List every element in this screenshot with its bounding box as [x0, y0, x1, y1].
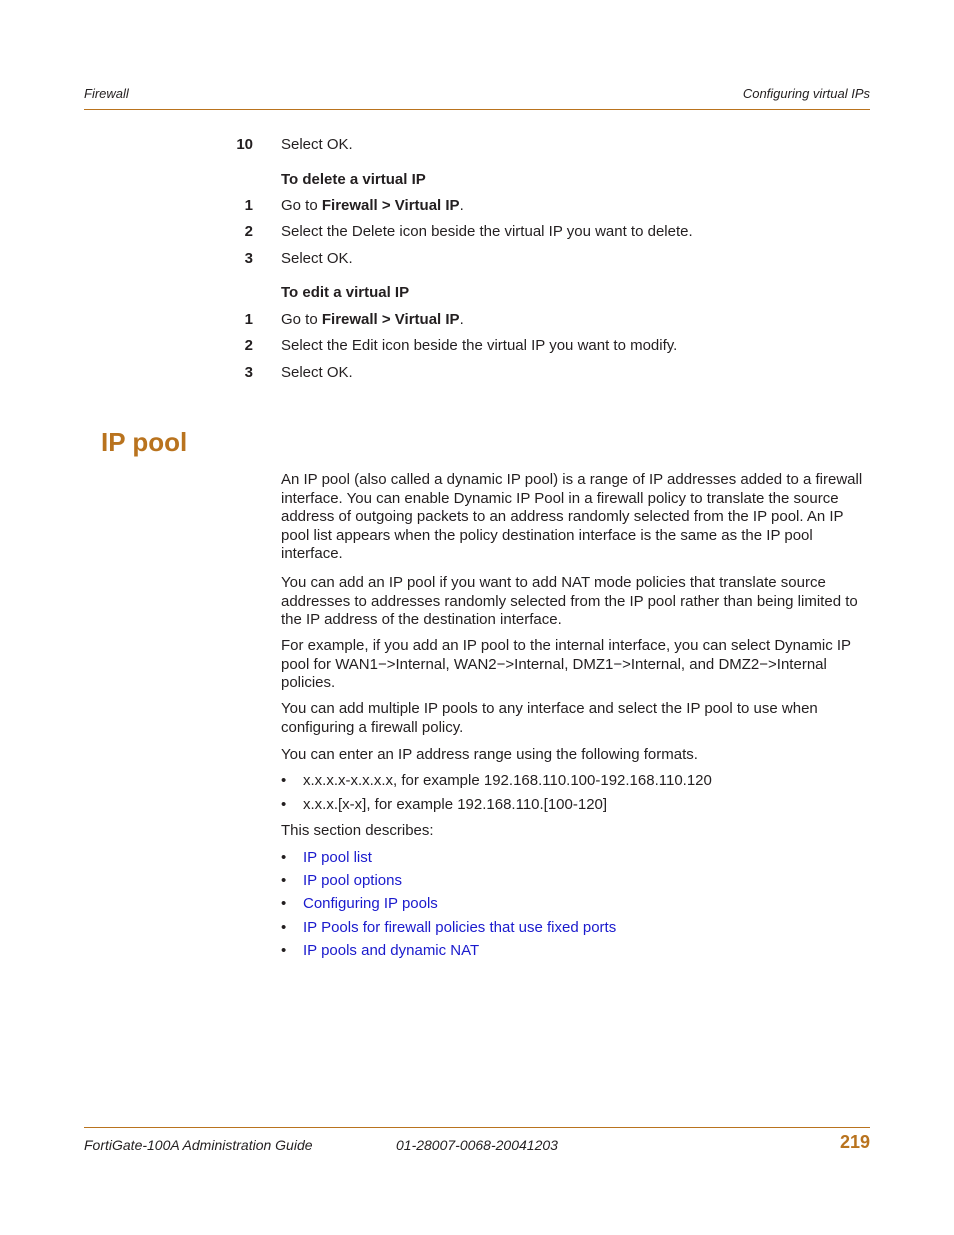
paragraph-text: You can enter an IP address range using the following formats.	[281, 746, 698, 763]
bullet-dot: •	[281, 772, 287, 789]
header-rule	[84, 109, 870, 110]
section-title: IP pool	[101, 427, 188, 457]
paragraph-text: This section describes:	[281, 822, 434, 839]
bullet-dot: •	[281, 919, 287, 936]
page-header-right: Configuring virtual IPs	[742, 86, 870, 101]
step-text: Select OK.	[281, 250, 353, 267]
step-text-pre: Go to	[281, 197, 322, 214]
bullet-dot: •	[281, 849, 287, 866]
bullet-dot: •	[281, 942, 287, 959]
menu-path: Firewall > Virtual IP	[321, 311, 460, 328]
bullet-dot: •	[281, 872, 287, 889]
step-text: Select OK.	[281, 364, 353, 381]
footer-rule	[84, 1127, 870, 1128]
link-ip-pools-fixed-ports[interactable]: IP Pools for firewall policies that use fixed ports	[303, 919, 617, 936]
step-number: 10	[236, 136, 253, 153]
step-text-post: .	[459, 311, 464, 328]
bullet-text: x.x.x.x-x.x.x.x, for example 192.168.110.100-192.168.110.120	[303, 772, 712, 789]
link-ip-pool-list[interactable]: IP pool list	[303, 849, 372, 866]
step-text-pre: Go to	[281, 311, 322, 328]
paragraph	[281, 746, 871, 765]
step-text	[281, 197, 464, 215]
paragraph	[281, 637, 871, 693]
paragraph-text: For example, if you add an IP pool to the internal interface, you can select Dynamic IP pool for WAN1−>Internal, WAN2−>Internal, DMZ1−>Internal, and DMZ2−>Internal policies.	[281, 637, 851, 691]
paragraph	[281, 700, 871, 737]
paragraph	[281, 471, 871, 564]
paragraph	[281, 574, 871, 630]
step-text: Select OK.	[281, 136, 353, 153]
step-text: Select the Edit icon beside the virtual IP you want to modify.	[281, 337, 678, 354]
step-number: 1	[244, 311, 253, 328]
paragraph-text: You can add multiple IP pools to any interface and select the IP pool to use when configuring a firewall policy.	[281, 700, 818, 736]
step-number: 3	[244, 364, 253, 381]
menu-path: Firewall > Virtual IP	[321, 197, 460, 214]
step-number: 3	[244, 250, 253, 267]
paragraph-text: An IP pool (also called a dynamic IP pool) is a range of IP addresses added to a firewall interface. You can enable Dynamic IP Pool in a firewall policy to translate the source address of outgoing packets to an address randomly selected from the IP pool. An IP pool list appears when the policy destination interface is the same as the IP pool interface.	[281, 471, 863, 562]
bullet-dot: •	[281, 895, 287, 912]
link-ip-pool-options[interactable]: IP pool options	[303, 872, 402, 889]
step-number: 1	[244, 197, 253, 214]
procedure-title-delete: To delete a virtual IP	[281, 171, 426, 188]
step-text: Select the Delete icon beside the virtual IP you want to delete.	[281, 223, 693, 240]
page-number: 219	[839, 1132, 870, 1152]
paragraph-text: You can add an IP pool if you want to add NAT mode policies that translate source addresses to addresses randomly selected from the IP pool rather than being limited to the IP address of the destination interface.	[281, 574, 858, 628]
step-number: 2	[244, 223, 253, 240]
link-ip-pools-dynamic-nat[interactable]: IP pools and dynamic NAT	[303, 942, 480, 959]
step-text	[281, 311, 464, 329]
step-text-post: .	[459, 197, 464, 214]
step-number: 2	[244, 337, 253, 354]
paragraph	[281, 822, 871, 841]
procedure-title-edit: To edit a virtual IP	[281, 284, 410, 301]
page-header-left: Firewall	[84, 86, 129, 101]
bullet-dot: •	[281, 796, 287, 813]
bullet-text: x.x.x.[x-x], for example 192.168.110.[100-120]	[303, 796, 608, 813]
link-configuring-ip-pools[interactable]: Configuring IP pools	[303, 895, 438, 912]
footer-doc-number: 01-28007-0068-20041203	[396, 1137, 558, 1153]
footer-guide-title: FortiGate-100A Administration Guide	[84, 1137, 313, 1153]
